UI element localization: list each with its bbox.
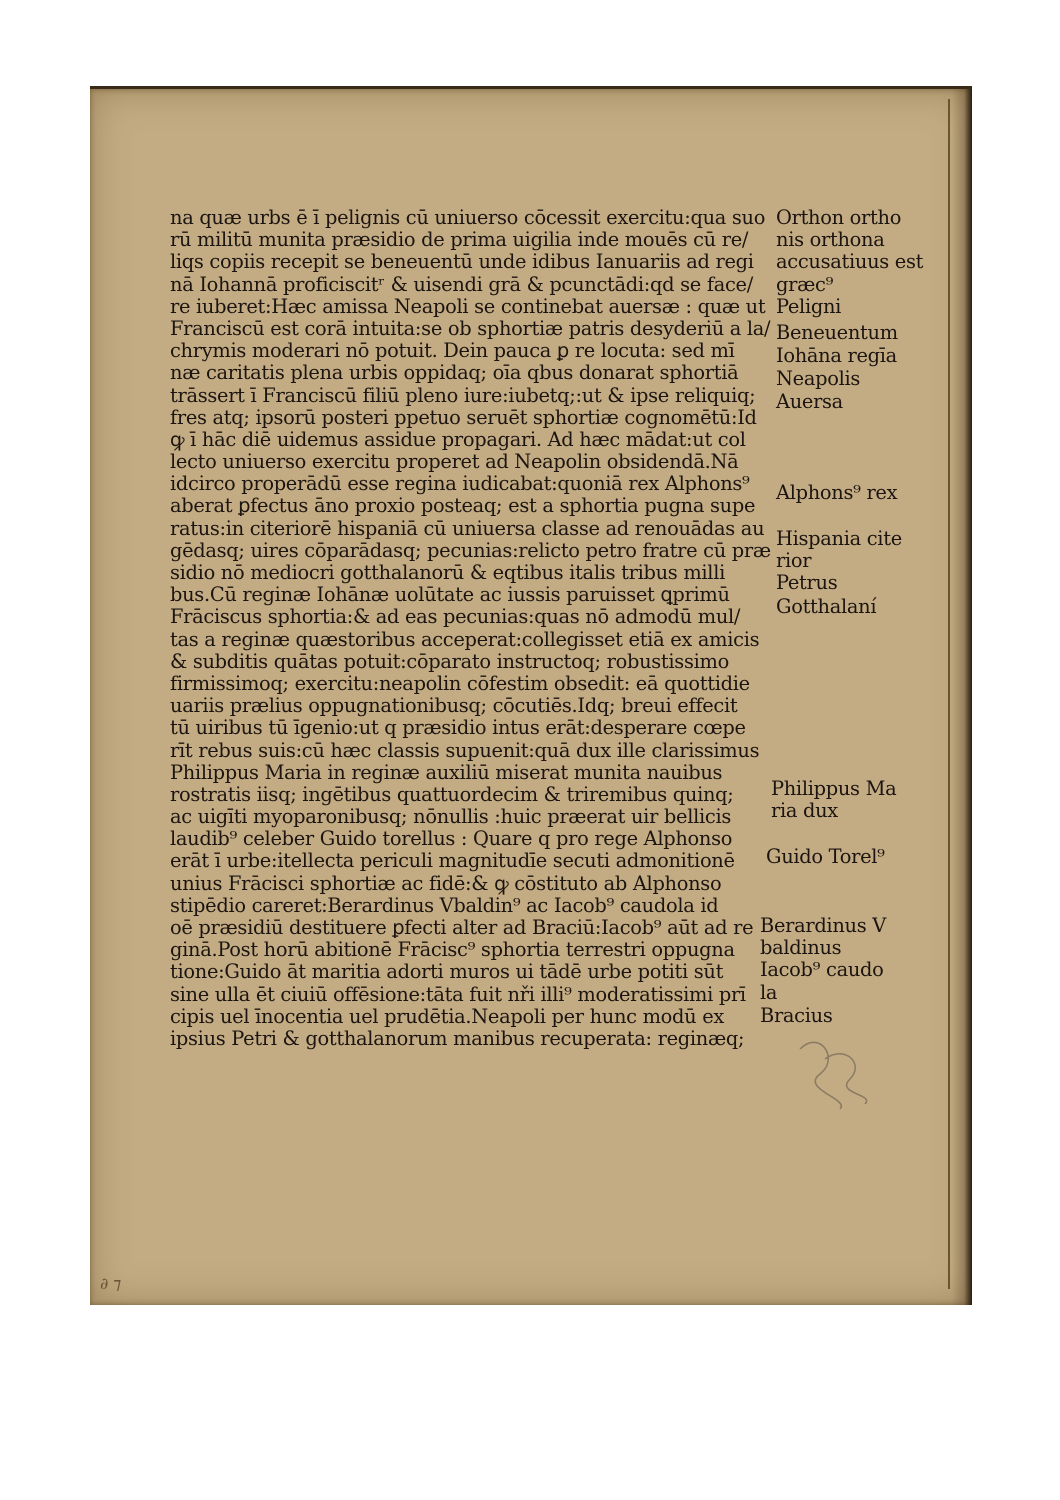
text-line: Philippus Maria in reginæ auxiliū miserat munita nauibus: [170, 760, 723, 784]
text-line: cipis uel īnocentia uel prudētia.Neapoli per hunc modū ex: [170, 1004, 725, 1028]
margin-note-line: græc⁹: [776, 272, 834, 296]
text-line: & subditis quātas potuit:cōparato instructoq; robustissimo: [170, 649, 729, 673]
margin-note-line: Orthon ortho: [776, 206, 902, 229]
main-text-block: [170, 207, 770, 1050]
margin-note-guido: [766, 846, 885, 868]
text-line: bus.Cū reginæ Iohānæ uolūtate ac iussis paruisset ꝗprimū: [170, 583, 730, 607]
text-line: Franciscū est corā intuita:se ob sphortiæ patris desyderiū a la/: [170, 316, 771, 340]
margin-note-line: Peligni: [776, 295, 842, 318]
text-line: tas a reginæ quæstoribus acceperat:collegisset etiā ex amicis: [170, 627, 760, 651]
text-line: tione:Guido āt maritia adorti muros ui tādē urbe potiti sūt: [170, 960, 724, 984]
text-line: lecto uniuerso exercitu properet ad Neapolin obsidendā.Nā: [170, 450, 739, 474]
text-line: fres atq; ipsorū posteri ppetuo seruēt sphortiæ cognomētū:Id: [170, 405, 757, 429]
text-line: nā Iohannā proficiscitʳ & uisendi grā & pcunctādi:qd se face/: [170, 272, 753, 296]
text-line: unius Frācisci sphortiæ ac fidē:& ꝙ cōstituto ab Alphonso: [170, 871, 722, 895]
text-line: gēdasq; uires cōparādasq; pecunias:relicto petro fratre cū præ: [170, 538, 771, 562]
margin-note-alphonsus: [776, 482, 897, 504]
margin-note-line: Gotthalaní: [776, 595, 877, 618]
margin-note-line: Alphons⁹ rex: [776, 481, 898, 504]
text-line: sine ulla ēt ciuiū offēsione:tāta fuit nři illi⁹ moderatissimi prī: [170, 982, 746, 1006]
margin-note-line: ria dux: [771, 799, 838, 823]
margin-note-neapolis: [776, 368, 860, 390]
text-line: ipsius Petri & gotthalanorum manibus recuperata: reginæq;: [170, 1026, 745, 1050]
margin-note-line: Neapolis: [776, 367, 861, 390]
margin-note-line: rior: [776, 549, 812, 573]
margin-note-line: accusatiuus est: [776, 250, 924, 274]
text-line: trāssert ī Franciscū filiū pleno iure:iubetq;:ut & ipse reliquiq;: [170, 383, 756, 407]
margin-note-iohana: [776, 345, 897, 367]
margin-note-line: Beneuentum: [776, 321, 898, 344]
margin-note-orthon: [776, 207, 923, 296]
text-line: sidio nō mediocri gotthalanorū & eqtibus italis tribus milli: [170, 561, 726, 584]
text-line: laudib⁹ celeber Guido torellus : Quare q pro rege Alphonso: [170, 827, 733, 851]
text-line: oē præsidiū destituere ꝑfecti alter ad Braciū:Iacob⁹ aūt ad re: [170, 916, 754, 939]
text-line: idcirco properādū esse regina iudicabat:quoniā rex Alphons⁹: [170, 472, 750, 496]
margin-note-line: Hispania cite: [776, 527, 902, 550]
margin-note-line: baldinus: [760, 936, 842, 960]
text-line: firmissimoq; exercitu:neapolin cōfestim obsedit: eā quottidie: [170, 671, 750, 695]
margin-note-line: la: [760, 980, 778, 1004]
margin-note-line: Guido Torel⁹: [766, 845, 885, 868]
text-line: næ caritatis plena urbis oppidaq; oīa qbus donarat sphortiā: [170, 361, 739, 385]
margin-note-auersa: [776, 391, 843, 413]
margin-note-line: Bracius: [760, 1004, 833, 1027]
ink-flourish: [780, 1019, 890, 1119]
text-line: rū militū munita præsidio de prima uigilia inde mouēs cū re/: [170, 228, 749, 252]
margin-note-gotthalani: [776, 596, 876, 618]
text-line: stipēdio careret:Berardinus Vbaldin⁹ ac Iacob⁹ caudola id: [170, 893, 719, 917]
margin-note-line: Auersa: [776, 390, 843, 413]
margin-note-philippus: [771, 778, 896, 822]
text-line: chrymis moderari nō potuit. Dein pauca ꝑ re locuta: sed mī: [170, 339, 735, 363]
text-line: rostratis iisq; ingētibus quattuordecim & triremibus quinq;: [170, 782, 734, 806]
margin-note-line: Philippus Ma: [771, 777, 897, 800]
book-page: [90, 86, 972, 1305]
margin-note-peligni: [776, 296, 841, 318]
margin-note-beneuentum: [776, 322, 898, 344]
text-line: Frāciscus sphortia:& ad eas pecunias:quas nō admodū mul/: [170, 605, 741, 629]
text-line: ratus:in citeriorē hispaniā cū uniuersa classe ad renouādas au: [170, 516, 765, 540]
margin-note-line: Iohāna regīa: [776, 344, 897, 367]
margin-note-line: Petrus: [776, 571, 838, 594]
text-line: ac uigīti myoparonibusq; nōnullis :huic præerat uir bellicis: [170, 805, 732, 829]
text-line: uariis prælius oppugnationibusq; cōcutiēs.Idq; breui effecit: [170, 694, 738, 718]
text-line: ginā.Post horū abitionē Frācisc⁹ sphortia terrestri oppugna: [170, 938, 735, 962]
text-line: na quæ urbs ē ī pelignis cū uniuerso cōcessit exercitu:qua suo: [170, 206, 766, 229]
corner-ink-mark: ∂ ⁊: [100, 1274, 122, 1293]
margin-note-berardinus: [760, 915, 886, 1004]
margin-note-hispania: [776, 528, 902, 572]
margin-note-line: nis orthona: [776, 228, 885, 252]
text-line: ꝙ ī hāc diē uidemus assidue propagari. Ad hæc mādat:ut col: [170, 427, 746, 451]
page-fold-line: [948, 99, 950, 1289]
text-line: liqs copiis recepit se beneuentū unde idibus Ianuariis ad regi: [170, 250, 754, 274]
text-line: rīt rebus suis:cū hæc classis supuenit:quā dux ille clarissimus: [170, 738, 760, 762]
margin-note-petrus: [776, 572, 837, 594]
text-line: aberat ꝑfectus āno proxio posteaq; est a sphortia pugna supe: [170, 494, 756, 518]
text-line: re iuberet:Hæc amissa Neapoli se continebat auersæ : quæ ut: [170, 294, 766, 318]
text-line: tū uiribus tū īgenio:ut q præsidio intus erāt:desperare cœpe: [170, 716, 746, 740]
margin-note-line: Iacob⁹ caudo: [760, 958, 884, 982]
text-line: erāt ī urbe:itellecta periculi magnitudīe secuti admonitionē: [170, 849, 735, 873]
page-edge-shadow: [952, 89, 972, 1305]
margin-note-line: Berardinus V: [760, 914, 886, 937]
